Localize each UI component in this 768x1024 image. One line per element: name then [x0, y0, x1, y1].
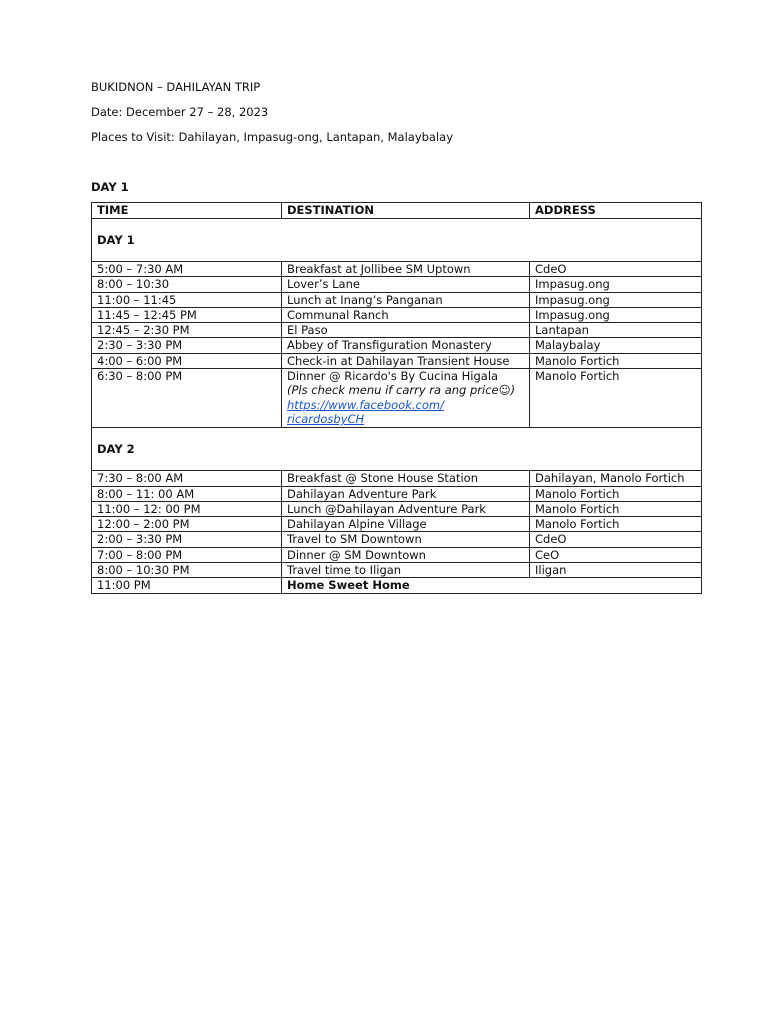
cell-destination: Home Sweet Home — [282, 578, 702, 593]
cell-address: Manolo Fortich — [530, 486, 702, 501]
table-row — [92, 338, 702, 353]
table-row — [92, 532, 702, 547]
table-row — [92, 277, 702, 292]
cell-address: Impasug.ong — [530, 292, 702, 307]
table-row — [92, 517, 702, 532]
cell-destination: El Paso — [282, 323, 530, 338]
cell-destination: Lunch at Inang’s Panganan — [282, 292, 530, 307]
col-header-destination: DESTINATION — [282, 203, 530, 219]
cell-destination: Dahilayan Alpine Village — [282, 517, 530, 532]
cell-time: 12:45 – 2:30 PM — [92, 323, 282, 338]
cell-destination: Communal Ranch — [282, 307, 530, 322]
itinerary-table — [91, 202, 702, 594]
table-row — [92, 323, 702, 338]
places-to-visit: Places to Visit: Dahilayan, Impasug-ong, Lantapan, Malaybalay — [91, 130, 454, 144]
day2-row — [92, 428, 702, 471]
cell-time: 11:45 – 12:45 PM — [92, 307, 282, 322]
cell-time: 6:30 – 8:00 PM — [92, 369, 282, 428]
facebook-link[interactable] — [287, 398, 524, 427]
cell-destination: Check-in at Dahilayan Transient House — [282, 353, 530, 368]
cell-time: 8:00 – 10:30 — [92, 277, 282, 292]
day1-label: DAY 1 — [92, 219, 702, 262]
cell-time: 7:00 – 8:00 PM — [92, 547, 282, 562]
cell-destination: Abbey of Transfiguration Monastery — [282, 338, 530, 353]
cell-address: CdeO — [530, 262, 702, 277]
cell-address: Impasug.ong — [530, 277, 702, 292]
cell-time: 2:30 – 3:30 PM — [92, 338, 282, 353]
cell-time: 11:00 – 11:45 — [92, 292, 282, 307]
cell-address: CdeO — [530, 532, 702, 547]
table-row-final — [92, 578, 702, 593]
facebook-link-line2[interactable]: ricardosbyCH — [287, 411, 365, 426]
table-row — [92, 563, 702, 578]
cell-time: 11:00 PM — [92, 578, 282, 593]
cell-destination: Lover’s Lane — [282, 277, 530, 292]
trip-date: Date: December 27 – 28, 2023 — [91, 105, 269, 119]
table-row — [92, 501, 702, 516]
cell-destination: Breakfast at Jollibee SM Uptown — [282, 262, 530, 277]
doc-title: BUKIDNON – DAHILAYAN TRIP — [91, 80, 261, 94]
table-row — [92, 307, 702, 322]
cell-address: Manolo Fortich — [530, 369, 702, 428]
table-row-dinner — [92, 369, 702, 428]
cell-address: Impasug.ong — [530, 307, 702, 322]
dinner-note-text: (Pls check menu if carry ra ang price — [287, 383, 499, 398]
cell-time: 2:00 – 3:30 PM — [92, 532, 282, 547]
cell-time: 7:30 – 8:00 AM — [92, 471, 282, 486]
day2-label: DAY 2 — [92, 428, 702, 471]
cell-time: 8:00 – 11: 00 AM — [92, 486, 282, 501]
document-header — [91, 79, 701, 195]
col-header-time: TIME — [92, 203, 282, 219]
cell-address: Manolo Fortich — [530, 517, 702, 532]
dinner-destination: Dinner @ Ricardo's By Cucina Higala — [287, 369, 499, 384]
dinner-note-end: ) — [510, 383, 516, 398]
cell-time: 8:00 – 10:30 PM — [92, 563, 282, 578]
day1-row — [92, 219, 702, 262]
table-row — [92, 486, 702, 501]
cell-destination — [282, 369, 530, 428]
col-header-address: ADDRESS — [530, 203, 702, 219]
cell-destination: Lunch @Dahilayan Adventure Park — [282, 501, 530, 516]
cell-time: 11:00 – 12: 00 PM — [92, 501, 282, 516]
cell-address: CeO — [530, 547, 702, 562]
table-row — [92, 353, 702, 368]
cell-destination: Travel time to Iligan — [282, 563, 530, 578]
cell-address: Lantapan — [530, 323, 702, 338]
table-row — [92, 262, 702, 277]
cell-time: 5:00 – 7:30 AM — [92, 262, 282, 277]
cell-address: Manolo Fortich — [530, 353, 702, 368]
cell-address: Dahilayan, Manolo Fortich — [530, 471, 702, 486]
cell-destination: Dinner @ SM Downtown — [282, 547, 530, 562]
dinner-note — [287, 383, 524, 397]
cell-destination: Dahilayan Adventure Park — [282, 486, 530, 501]
day-heading: DAY 1 — [91, 180, 129, 194]
cell-time: 4:00 – 6:00 PM — [92, 353, 282, 368]
table-row — [92, 292, 702, 307]
cell-destination: Travel to SM Downtown — [282, 532, 530, 547]
cell-address: Malaybalay — [530, 338, 702, 353]
table-header-row — [92, 203, 702, 219]
cell-time: 12:00 – 2:00 PM — [92, 517, 282, 532]
cell-destination: Breakfast @ Stone House Station — [282, 471, 530, 486]
facebook-link-line1[interactable]: https://www.facebook.com/ — [287, 397, 444, 412]
cell-address: Iligan — [530, 563, 702, 578]
table-row — [92, 547, 702, 562]
cell-address: Manolo Fortich — [530, 501, 702, 516]
table-row — [92, 471, 702, 486]
smile-icon: ☺ — [498, 383, 511, 398]
